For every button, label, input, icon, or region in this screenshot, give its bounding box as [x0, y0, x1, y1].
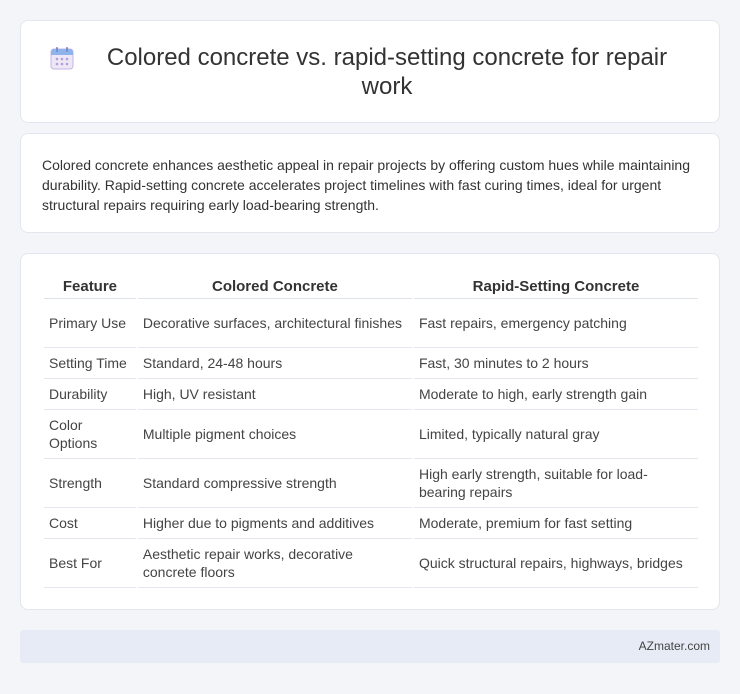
row-feature-cell: Cost — [44, 508, 136, 539]
intro-paragraph: Colored concrete enhances aesthetic appeal in repair projects by offering custom hues while maintaining durability. Rapid-setting concrete accelerates project timelines with fast curing times, ideal for urgent structural repairs requiring early load-bearing strength. — [42, 157, 691, 213]
table-row — [44, 410, 698, 459]
table-row — [44, 539, 698, 588]
page-title: Colored concrete vs. rapid-setting concrete for repair work — [106, 44, 668, 100]
row-feature-cell: Color Options — [44, 410, 136, 459]
table-header-row — [44, 275, 698, 299]
rapid-setting-concrete-cell: Limited, typically natural gray — [414, 410, 698, 459]
row-feature-cell: Strength — [44, 459, 136, 508]
rapid-setting-concrete-cell: Quick structural repairs, highways, bridges — [414, 539, 698, 588]
footer-bar — [20, 630, 720, 663]
rapid-setting-concrete-cell: Moderate to high, early strength gain — [414, 379, 698, 410]
rapid-setting-concrete-cell: Fast, 30 minutes to 2 hours — [414, 348, 698, 379]
table-row — [44, 508, 698, 539]
footer-source-text: AZmater.com — [638, 639, 710, 653]
intro-card — [20, 133, 720, 233]
table-row — [44, 459, 698, 508]
table-row — [44, 348, 698, 379]
colored-concrete-cell: Standard, 24-48 hours — [138, 348, 412, 379]
row-feature-cell: Best For — [44, 539, 136, 588]
column-header-colored-concrete: Colored Concrete — [138, 275, 412, 299]
colored-concrete-cell: High, UV resistant — [138, 379, 412, 410]
table-row — [44, 379, 698, 410]
table-row — [44, 299, 698, 348]
colored-concrete-cell: Decorative surfaces, architectural finishes — [138, 299, 412, 348]
column-header-rapid-setting-concrete: Rapid-Setting Concrete — [414, 275, 698, 299]
row-feature-cell: Durability — [44, 379, 136, 410]
comparison-table — [42, 275, 700, 588]
comparison-table-card — [20, 253, 720, 610]
row-feature-cell: Primary Use — [44, 299, 136, 348]
colored-concrete-cell: Aesthetic repair works, decorative concrete floors — [138, 539, 412, 588]
title-card — [20, 20, 720, 123]
colored-concrete-cell: Standard compressive strength — [138, 459, 412, 508]
colored-concrete-cell: Multiple pigment choices — [138, 410, 412, 459]
rapid-setting-concrete-cell: High early strength, suitable for load-bearing repairs — [414, 459, 698, 508]
column-header-feature: Feature — [44, 275, 136, 299]
row-feature-cell: Setting Time — [44, 348, 136, 379]
rapid-setting-concrete-cell: Moderate, premium for fast setting — [414, 508, 698, 539]
colored-concrete-cell: Higher due to pigments and additives — [138, 508, 412, 539]
rapid-setting-concrete-cell: Fast repairs, emergency patching — [414, 299, 698, 348]
